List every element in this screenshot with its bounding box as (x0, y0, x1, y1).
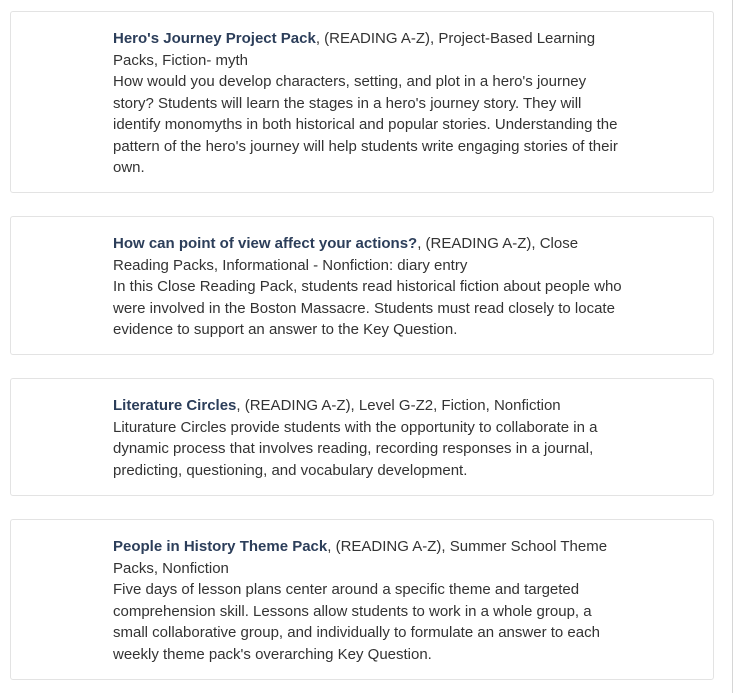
result-card (10, 378, 714, 496)
result-meta: , (READING A-Z), Level G-Z2, Fiction, Nonfiction (236, 397, 561, 414)
result-card (10, 11, 714, 193)
result-title-link[interactable]: Hero's Journey Project Pack (113, 30, 316, 47)
result-header (113, 395, 623, 417)
result-card (10, 519, 714, 680)
result-title-link[interactable]: How can point of view affect your actions? (113, 235, 418, 252)
result-description: Five days of lesson plans center around a specific theme and targeted comprehension skill. Lessons allow students to work in a whole group, a small collaborative group, and individually to formulate an answer to each weekly theme pack's overarching Key Question. (113, 581, 600, 663)
result-description: Liturature Circles provide students with the opportunity to collaborate in a dynamic process that involves reading, recording responses in a journal, predicting, questioning, and vocabulary development. (113, 418, 598, 479)
result-title-link[interactable]: People in History Theme Pack (113, 538, 328, 555)
result-meta: , (READING A-Z), Close Reading Packs, Informational - Nonfiction: diary entry (113, 235, 579, 274)
result-header (113, 233, 623, 276)
result-description: In this Close Reading Pack, students read historical fiction about people who were involved in the Boston Massacre. Students must read closely to locate evidence to support an answer to the Key Question. (113, 278, 622, 338)
page-edge-divider (732, 0, 733, 693)
result-card (10, 216, 714, 355)
result-meta: , (READING A-Z), Summer School Theme Packs, Nonfiction (113, 538, 608, 577)
result-title-link[interactable]: Literature Circles (113, 397, 237, 414)
result-header (113, 536, 623, 579)
result-description: How would you develop characters, setting, and plot in a hero's journey story? Students will learn the stages in a hero's journey story. They will identify monomyths in both historical and popular stories. Understanding the pattern of the hero's journey will help students write engaging stories of their own. (113, 73, 618, 176)
result-meta: , (READING A-Z), Project-Based Learning Packs, Fiction- myth (113, 30, 596, 69)
result-header (113, 28, 623, 71)
